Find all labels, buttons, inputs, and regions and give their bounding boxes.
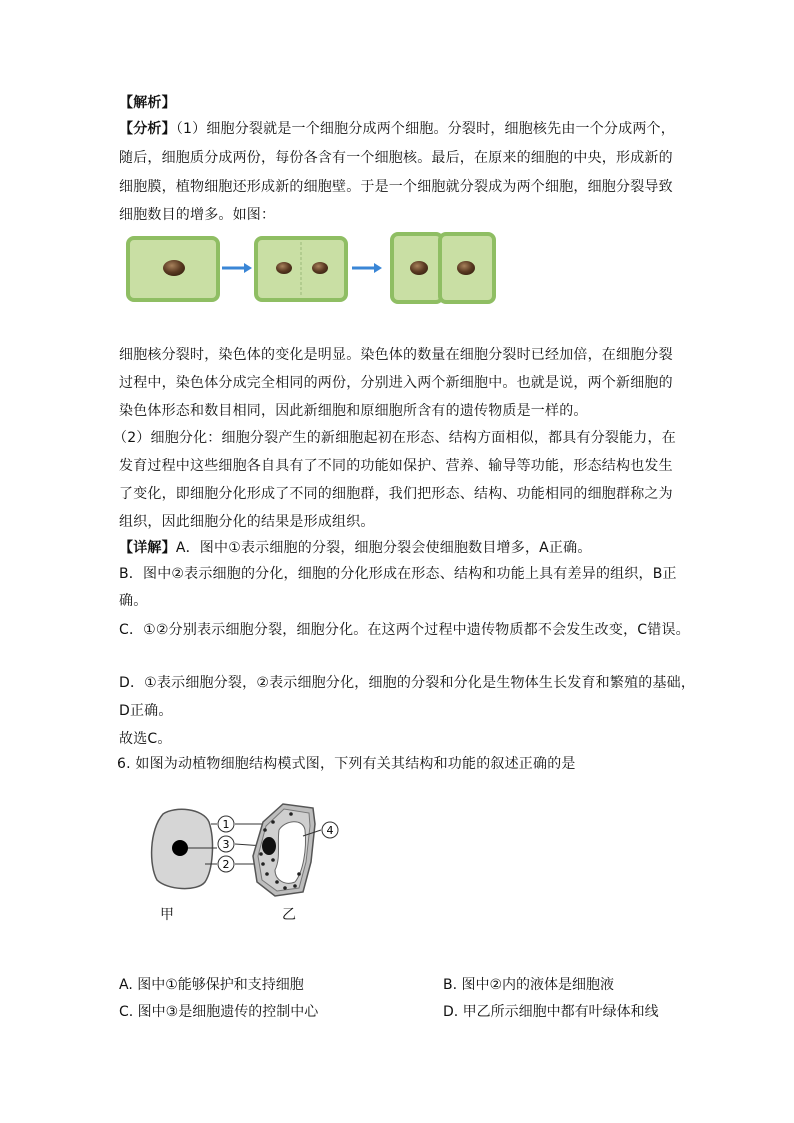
detail-line-4: C．①②分别表示细胞分裂，细胞分化。在这两个过程中遗传物质都不会发生改变，C错误。 [119,622,690,638]
option-d: D. 甲乙所示细胞中都有叶绿体和线 [443,1004,659,1020]
cell-division-figure [124,228,504,308]
analysis-line-3: 细胞膜，植物细胞还形成新的细胞壁。于是一个细胞就分裂成为两个细胞，细胞分裂导致 [119,179,673,195]
detail-line-2: B．图中②表示细胞的分化，细胞的分化形成在形态、结构和功能上具有差异的组织，B正 [119,566,677,582]
analysis-after-2: 过程中，染色体分成完全相同的两份，分别进入两个新细胞中。也就是说，两个新细胞的 [119,375,673,391]
option-b: B. 图中②内的液体是细胞液 [443,977,615,993]
nucleus-icon [262,837,276,855]
detail-text: A．图中①表示细胞的分裂，细胞分裂会使细胞数目增多，A正确。 [175,540,592,556]
svg-text:2: 2 [222,858,230,871]
analysis-line-1 [119,119,675,139]
svg-text:4: 4 [326,824,334,837]
option-c: C. 图中③是细胞遗传的控制中心 [119,1004,319,1020]
label-1 [218,816,234,832]
analysis-after-1: 细胞核分裂时，染色体的变化是明显。染色体的数量在细胞分裂时已经加倍，在细胞分裂 [119,347,673,363]
detail-line-7: 故选C。 [119,731,172,747]
nucleus-icon [312,262,328,274]
label-3 [218,836,234,852]
svg-text:1: 1 [222,818,230,831]
analysis-line-2: 随后，细胞质分成两份，每份各含有一个细胞核。最后，在原来的细胞的中央，形成新的 [119,150,673,166]
analysis-tag: 【分析】 [119,121,176,137]
nucleus-icon [410,261,428,275]
option-a: A. 图中①能够保护和支持细胞 [119,977,304,993]
svg-text:3: 3 [222,838,230,851]
analysis-text: （1）细胞分裂就是一个细胞分成两个细胞。分裂时，细胞核先由一个分成两个， [175,121,675,137]
nucleus-icon [172,840,188,856]
figure-label-jia: 甲 [160,907,174,923]
cell-structure-figure [145,800,375,930]
label-2 [218,856,234,872]
analysis-line-4: 细胞数目的增多。如图： [119,207,276,223]
detail-tag: 【详解】 [119,540,176,556]
section-heading: 【解析】 [119,95,176,111]
detail-line-6: D正确。 [119,703,173,719]
figure-label-yi: 乙 [282,907,296,923]
animal-cell [152,809,213,888]
daughter-cells [392,234,494,302]
dividing-cell [256,238,346,300]
analysis-after-3: 染色体形态和数目相同，因此新细胞和原细胞所含有的遗传物质是一样的。 [119,403,588,419]
analysis-after-7: 组织，因此细胞分化的结果是形成组织。 [119,514,375,530]
nucleus-icon [276,262,292,274]
detail-line-3: 确。 [119,593,148,609]
question-stem: 6. 如图为动植物细胞结构模式图，下列有关其结构和功能的叙述正确的是 [117,756,576,772]
arrow-icon [222,263,252,273]
label-4 [322,822,338,838]
original-cell [128,238,218,300]
detail-line-1 [119,538,592,558]
nucleus-icon [163,260,185,276]
arrow-icon [352,263,382,273]
nucleus-icon [457,261,475,275]
analysis-after-4: （2）细胞分化：细胞分裂产生的新细胞起初在形态、结构方面相似，都具有分裂能力，在 [113,430,676,446]
analysis-after-6: 了变化，即细胞分化形成了不同的细胞群，我们把形态、结构、功能相同的细胞群称之为 [119,486,673,502]
plant-cell [253,804,315,896]
detail-line-5: D．①表示细胞分裂，②表示细胞分化，细胞的分裂和分化是生物体生长发育和繁殖的基础， [119,675,696,691]
analysis-after-5: 发育过程中这些细胞各自具有了不同的功能如保护、营养、输导等功能，形态结构也发生 [119,458,673,474]
